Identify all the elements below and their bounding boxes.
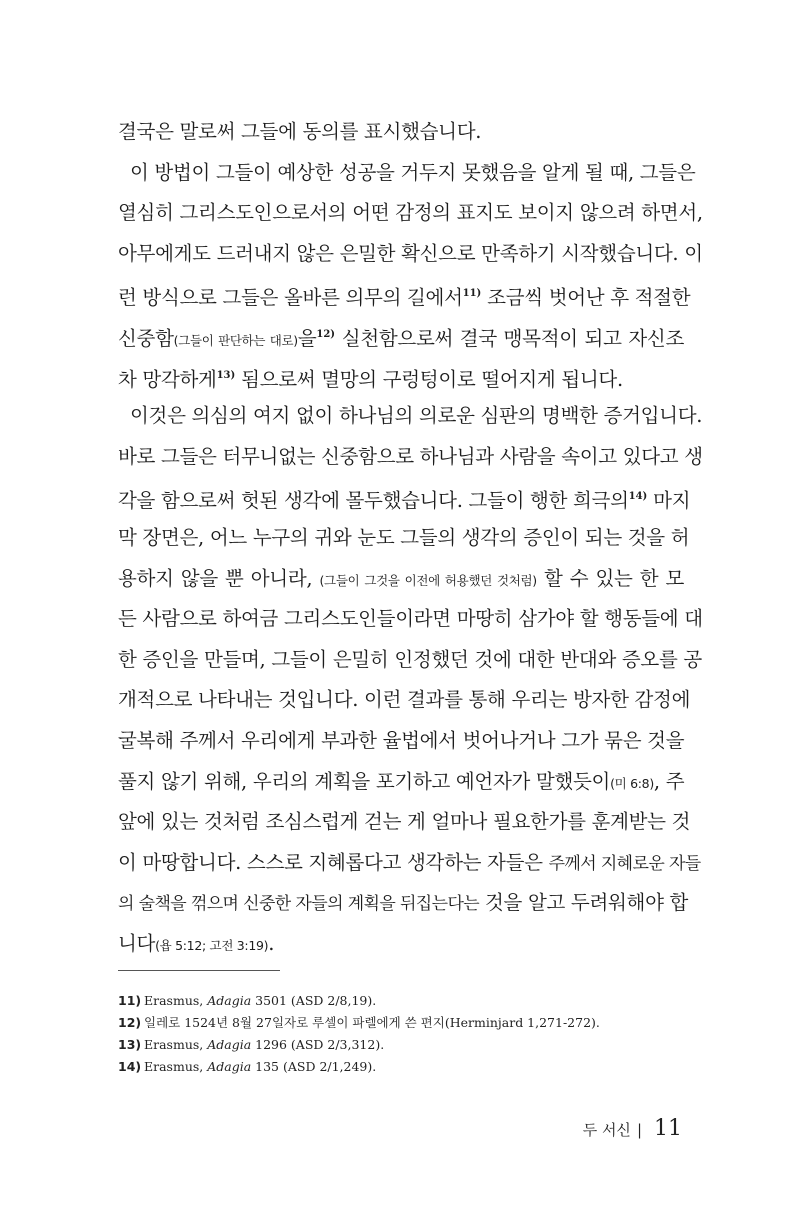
text-line xyxy=(118,883,689,924)
body-text xyxy=(118,112,703,964)
text-span: 런 방식으로 그들은 올바른 의무의 길에서 xyxy=(118,286,463,310)
footnote-number: 13) xyxy=(118,1037,142,1052)
text-span: . xyxy=(268,931,275,955)
footnote-title: Adagia xyxy=(207,993,252,1008)
text-span: 실천함으로써 결국 맹목적이 되고 자신조 xyxy=(335,326,684,350)
footnote-divider xyxy=(118,970,280,971)
text-line xyxy=(118,924,684,965)
footnote-number: 11) xyxy=(118,993,142,1008)
footnote-title: Adagia xyxy=(207,1037,252,1052)
footer-separator: | xyxy=(636,1121,642,1139)
footnote-ref-14[interactable]: 14) xyxy=(628,491,648,503)
text-line xyxy=(118,762,684,803)
footnote-title: Adagia xyxy=(207,1059,252,1074)
text-line xyxy=(118,356,684,397)
text-span: 신중함 xyxy=(118,326,174,350)
footnote xyxy=(118,1012,698,1034)
footnote-text: 일레로 1524년 8월 27일자로 루셀이 파렐에게 쓴 편지(Herminjard 1,271-272). xyxy=(144,1015,600,1030)
footnote-number: 14) xyxy=(118,1059,142,1074)
page-footer xyxy=(583,1116,682,1141)
text-line: 굴복해 주께서 우리에게 부과한 율법에서 벗어나거나 그가 묶은 것을 xyxy=(118,728,685,752)
text-line: 한 증인을 만들며, 그들이 은밀히 인정했던 것에 대한 반대와 증오를 공 xyxy=(118,647,702,671)
footnote-text: 3501 (ASD 2/8,19). xyxy=(251,993,377,1008)
text-span: 차 망각하게 xyxy=(118,367,217,391)
text-line: 개적으로 나타내는 것입니다. 이런 결과를 통해 우리는 방자한 감정에 xyxy=(118,688,691,712)
text-span: 을 xyxy=(297,326,317,350)
text-span: , 주 xyxy=(653,769,685,793)
footnote-text: Erasmus, xyxy=(144,1059,208,1074)
text-line: 막 장면은, 어느 누구의 귀와 눈도 그들의 생각의 증인이 되는 것을 허 xyxy=(118,525,690,549)
footnotes xyxy=(118,990,698,1078)
footnote-text: Erasmus, xyxy=(144,993,208,1008)
text-span: 됨으로써 멸망의 구렁텅이로 떨어지게 됩니다. xyxy=(235,367,623,391)
scripture-reference: (욥 5:12; 고전 3:19) xyxy=(155,937,269,953)
scripture-quote: 주께서 지혜로운 자들 xyxy=(548,853,701,874)
text-span: 각을 함으로써 헛된 생각에 몰두했습니다. 그들이 행한 희극의 xyxy=(118,489,629,513)
text-line: 바로 그들은 터무니없는 신중함으로 하나님과 사람을 속이고 있다고 생 xyxy=(118,444,703,468)
text-line: 열심히 그리스도인으로서의 어떤 감정의 표지도 보이지 않으려 하면서, xyxy=(118,201,703,225)
page-number: 11 xyxy=(654,1116,682,1141)
text-span: 용하지 않을 뿐 아니라, xyxy=(118,566,320,590)
text-span: 할 수 있는 한 모 xyxy=(536,566,684,590)
text-line: 결국은 말로써 그들에 동의를 표시했습니다. xyxy=(118,120,482,143)
running-footer-title: 두 서신 xyxy=(582,1121,631,1139)
footnote-ref-12[interactable]: 12) xyxy=(316,328,336,340)
parenthetical-note: (그들이 판단하는 대로) xyxy=(173,332,298,348)
text-span: 니다 xyxy=(118,931,156,955)
text-line: 든 사람으로 하여금 그리스도인들이라면 마땅히 삼가야 할 행동들에 대 xyxy=(118,607,703,631)
text-span: 조금씩 벗어난 후 적절한 xyxy=(481,286,691,310)
text-line xyxy=(118,477,691,518)
footnote-number: 12) xyxy=(118,1015,142,1030)
text-line xyxy=(118,315,684,356)
text-line xyxy=(118,559,684,600)
scripture-quote: 의 술책을 꺾으며 신중한 자들의 계획을 뒤집는다는 xyxy=(118,894,480,915)
footnote xyxy=(118,1056,698,1078)
text-span: 것을 알고 두려워해야 합 xyxy=(479,891,689,915)
footnote-text: 135 (ASD 2/1,249). xyxy=(251,1059,377,1074)
text-line: 아무에게도 드러내지 않은 은밀한 확신으로 만족하기 시작했습니다. 이 xyxy=(118,241,703,265)
text-span: 풀지 않기 위해, 우리의 계획을 포기하고 예언자가 말했듯이 xyxy=(118,769,611,793)
parenthetical-note: (그들이 그것을 이전에 허용했던 것처럼) xyxy=(319,572,537,588)
footnote-text: 1296 (ASD 2/3,312). xyxy=(251,1037,385,1052)
scripture-reference: (미 6:8) xyxy=(610,775,654,791)
text-line: 이것은 의심의 여지 없이 하나님의 의로운 심판의 명백한 증거입니다. xyxy=(130,404,703,428)
footnote xyxy=(118,1034,698,1056)
footnote xyxy=(118,990,698,1012)
text-line: 앞에 있는 것처럼 조심스럽게 걷는 게 얼마나 필요한가를 훈계받는 것 xyxy=(118,810,691,834)
text-span: 이 마땅합니다. 스스로 지혜롭다고 생각하는 자들은 xyxy=(118,850,549,874)
text-line xyxy=(118,274,691,315)
footnote-ref-13[interactable]: 13) xyxy=(216,369,236,381)
text-line: 이 방법이 그들이 예상한 성공을 거두지 못했음을 알게 될 때, 그들은 xyxy=(130,160,696,184)
footnote-text: Erasmus, xyxy=(144,1037,208,1052)
footnote-ref-11[interactable]: 11) xyxy=(462,288,482,300)
text-line xyxy=(118,843,701,884)
text-span: 마지 xyxy=(647,489,691,513)
